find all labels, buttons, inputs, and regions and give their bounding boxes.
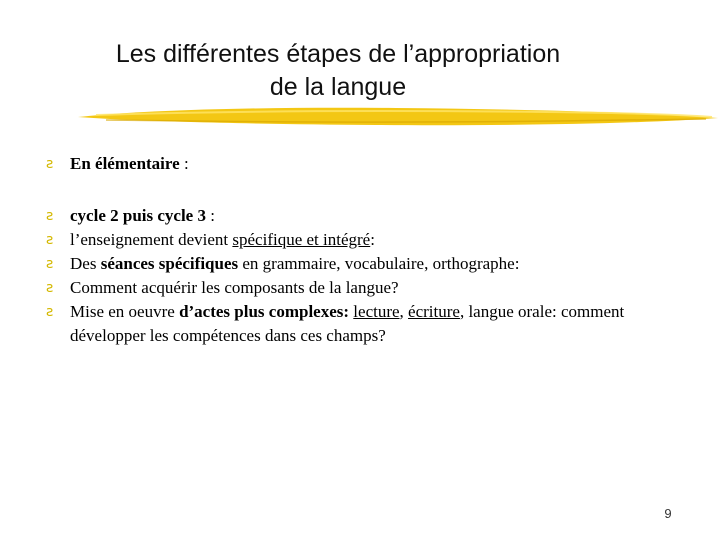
bullet-seances: ꙅ Des séances spécifiques en grammaire, vocabulaire, orthographe:	[46, 252, 686, 276]
bullet-cycles: ꙅ cycle 2 puis cycle 3 :	[46, 204, 686, 228]
title-line-1: Les différentes étapes de l’appropriation	[115, 40, 561, 68]
bullet-composants: ꙅ Comment acquérir les composants de la langue?	[46, 276, 686, 300]
z-bullet-icon: ꙅ	[46, 304, 54, 320]
z-bullet-icon: ꙅ	[46, 256, 54, 272]
bullet-actes-complexes: ꙅ Mise en oeuvre d’actes plus complexes: lecture, écriture, langue orale: comment développer les compétences dans ces champs?	[46, 302, 625, 345]
page-number: 9	[664, 506, 672, 521]
title-underline-brush-stroke	[76, 104, 720, 130]
z-bullet-icon: ꙅ	[46, 156, 54, 172]
slide-title	[60, 38, 616, 104]
z-bullet-icon: ꙅ	[46, 280, 54, 296]
z-bullet-icon: ꙅ	[46, 208, 54, 224]
bullet-list	[46, 152, 686, 348]
bullet-enseignement: ꙅ l’enseignement devient spécifique et intégré:	[46, 228, 686, 252]
z-bullet-icon: ꙅ	[46, 232, 54, 248]
title-line-2: de la langue	[269, 73, 407, 101]
bullet-elementaire: ꙅ En élémentaire :	[46, 152, 686, 176]
